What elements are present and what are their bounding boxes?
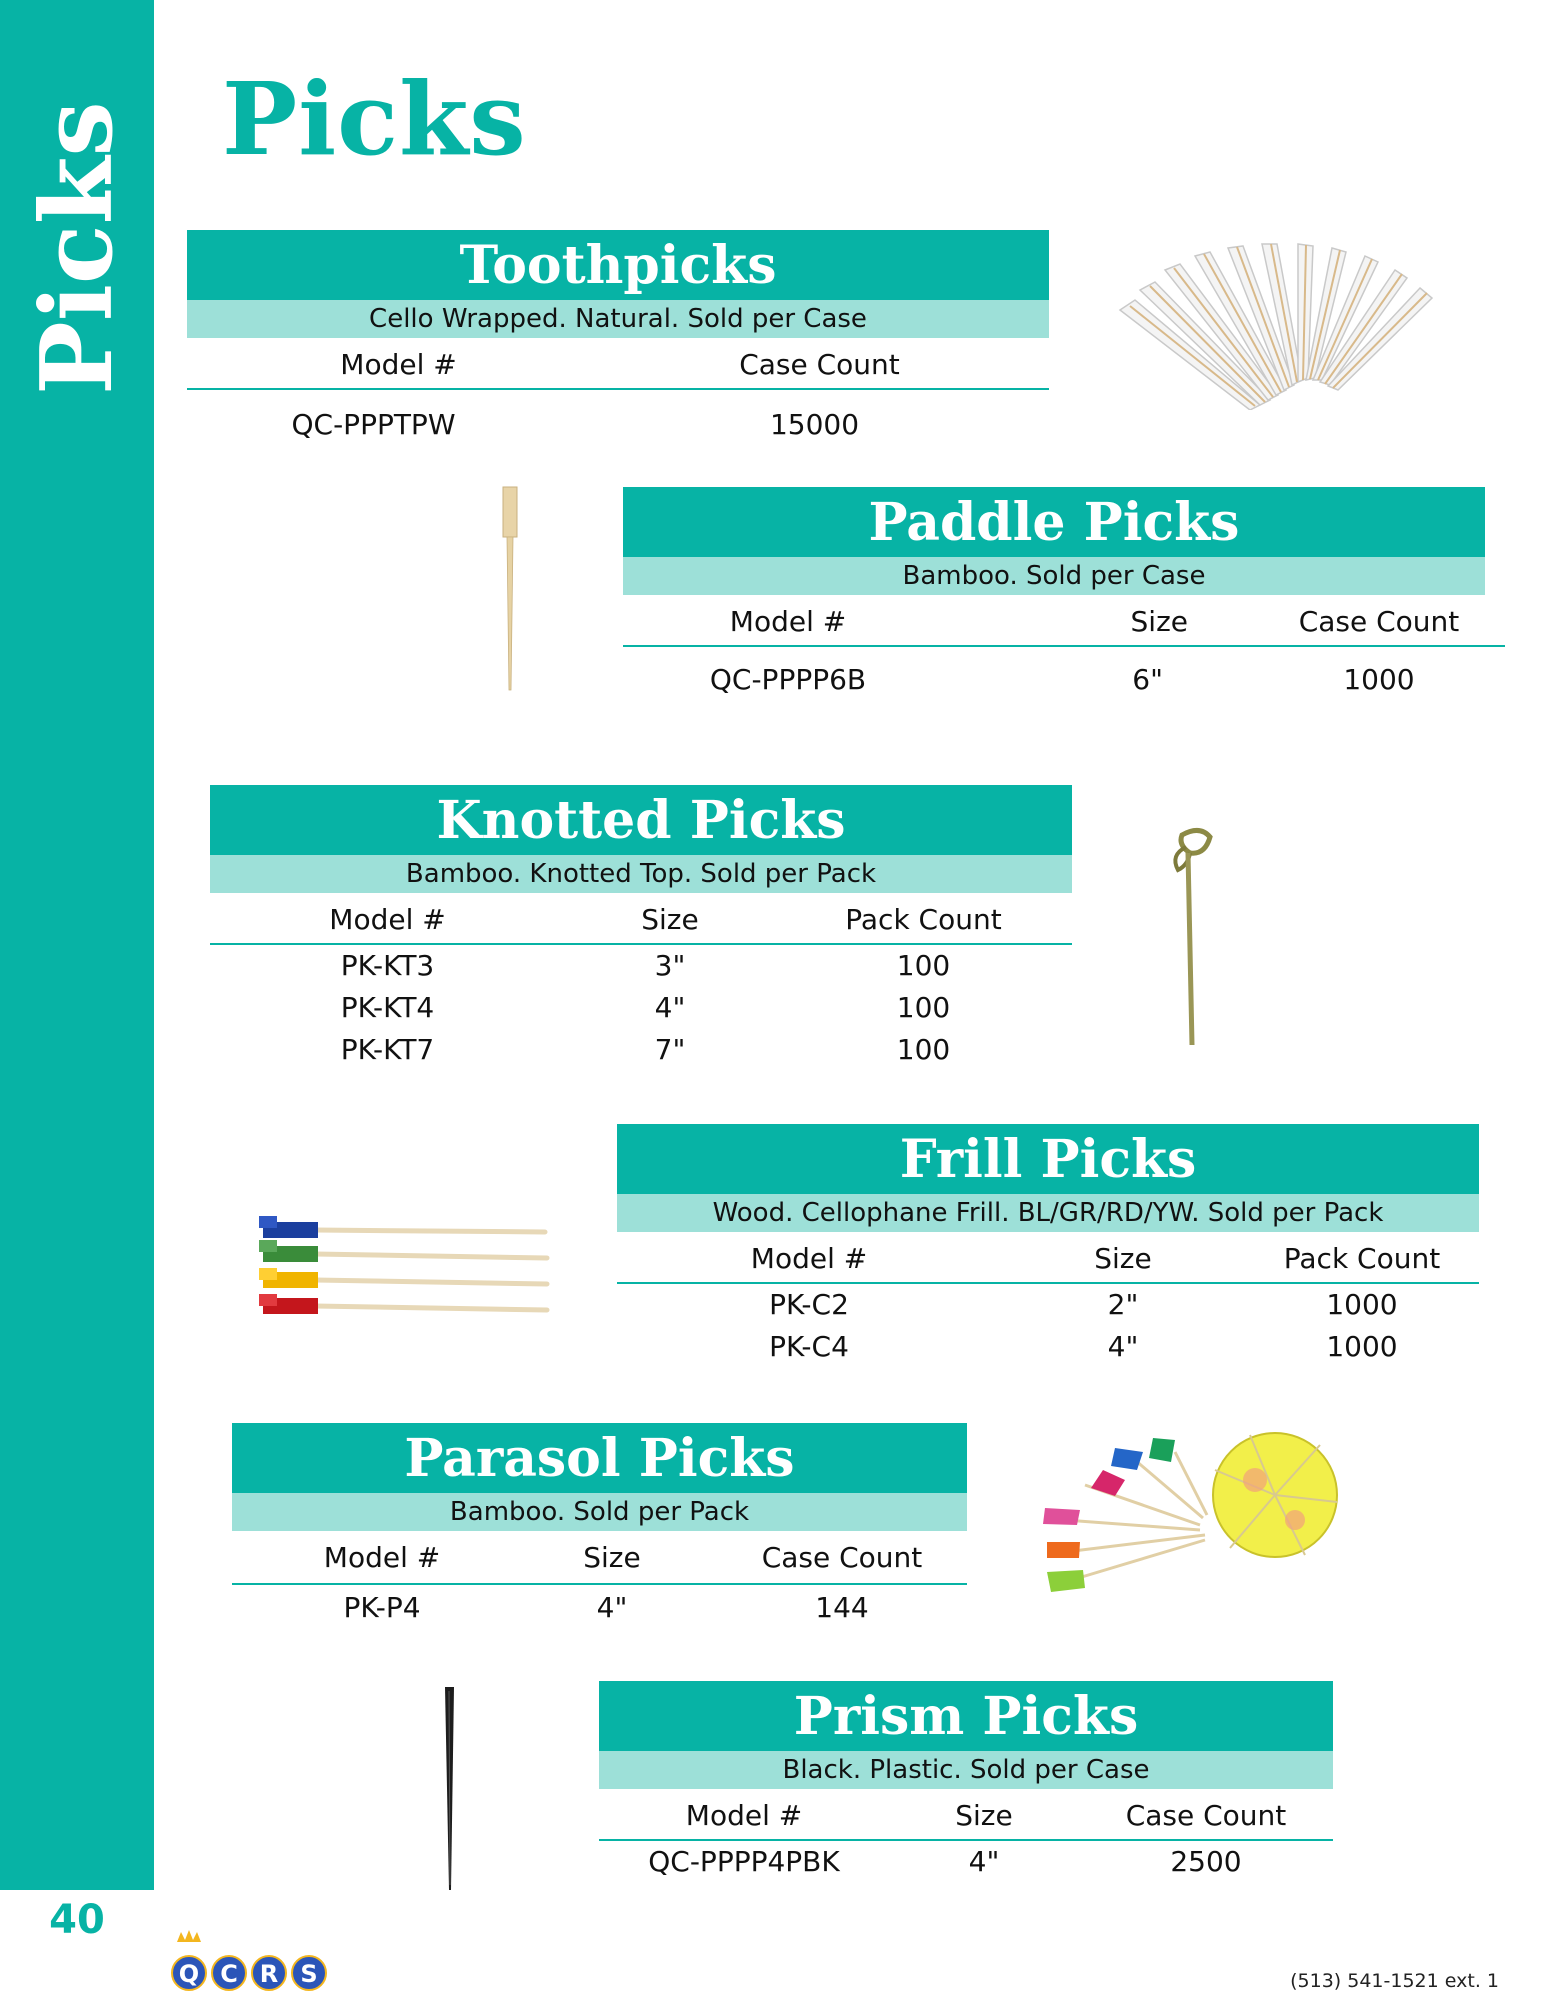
table-cell: 1000 — [1326, 1330, 1398, 1363]
column-header: Pack Count — [775, 893, 1072, 945]
qcrs-logo — [163, 1930, 333, 2000]
table-cell: 100 — [896, 949, 951, 982]
column-header: Model # — [599, 1789, 889, 1841]
section-title: Frill Picks — [617, 1124, 1479, 1194]
section-subtitle: Bamboo. Sold per Pack — [232, 1493, 967, 1531]
table-cell: 144 — [815, 1591, 869, 1624]
toothpicks-image — [1110, 240, 1450, 410]
column-header: Pack Count — [1245, 1232, 1479, 1284]
spec-table — [623, 595, 1505, 707]
section-subtitle: Bamboo. Knotted Top. Sold per Pack — [210, 855, 1072, 893]
section-title: Knotted Picks — [210, 785, 1072, 855]
svg-text:S: S — [300, 1960, 318, 1988]
column-header: Model # — [617, 1232, 1001, 1284]
column-header: Case Count — [1079, 1789, 1333, 1841]
section-toothpicks — [187, 230, 1049, 460]
table-cell: PK-KT4 — [340, 991, 435, 1024]
table-cell: 4" — [654, 991, 686, 1024]
crown-icon — [177, 1930, 201, 1942]
spec-table — [599, 1789, 1333, 1883]
column-header: Model # — [210, 893, 565, 945]
section-paddle-picks — [623, 487, 1485, 707]
table-cell: 2" — [1107, 1288, 1139, 1321]
column-header: Size — [583, 1541, 641, 1574]
section-prism-picks — [599, 1681, 1333, 1883]
column-header: Case Count — [1243, 595, 1505, 647]
spec-table-body — [232, 1531, 967, 1624]
table-cell: 2500 — [1170, 1845, 1242, 1878]
table-cell: QC-PPPP6B — [709, 663, 867, 696]
footer-phone: (513) 541-1521 ext. 1 — [1290, 1970, 1499, 1992]
paddle-pick-image — [495, 485, 525, 695]
qcrs-logo-graphic — [163, 1930, 333, 2000]
section-subtitle: Bamboo. Sold per Case — [623, 557, 1485, 595]
svg-text:C: C — [220, 1960, 238, 1988]
sidebar-title-vertical — [6, 105, 146, 405]
sidebar — [0, 0, 154, 1890]
table-cell: PK-KT3 — [340, 949, 435, 982]
table-cell: 100 — [896, 1033, 951, 1066]
page-number: 40 — [49, 1897, 105, 1943]
table-cell: PK-C2 — [769, 1288, 849, 1321]
table-cell: PK-C4 — [769, 1330, 849, 1363]
section-title: Toothpicks — [187, 230, 1049, 300]
column-header: Size — [953, 595, 1243, 647]
table-cell: 1000 — [1343, 663, 1415, 696]
parasol-picks-image — [1025, 1430, 1355, 1615]
table-cell: PK-KT7 — [340, 1033, 435, 1066]
column-header: Model # — [623, 595, 953, 647]
table-cell: 7" — [654, 1033, 686, 1066]
table-cell: 1000 — [1326, 1288, 1398, 1321]
table-cell: 4" — [968, 1845, 1000, 1878]
column-header: Model # — [323, 1541, 441, 1574]
section-title: Paddle Picks — [623, 487, 1485, 557]
column-header: Case Count — [680, 338, 1049, 390]
spec-table — [210, 893, 1072, 1071]
section-frill-picks — [617, 1124, 1479, 1368]
prism-pick-image — [440, 1685, 460, 1895]
table-cell: QC-PPPTPW — [291, 408, 456, 441]
spec-table — [187, 338, 1049, 460]
column-header: Case Count — [761, 1541, 923, 1574]
table-cell: 100 — [896, 991, 951, 1024]
section-subtitle: Wood. Cellophane Frill. BL/GR/RD/YW. Sold per Pack — [617, 1194, 1479, 1232]
page-title: Picks — [222, 60, 527, 178]
table-cell: 15000 — [769, 408, 860, 441]
section-subtitle: Cello Wrapped. Natural. Sold per Case — [187, 300, 1049, 338]
section-title: Prism Picks — [599, 1681, 1333, 1751]
table-cell: 3" — [654, 949, 686, 982]
column-header: Size — [889, 1789, 1079, 1841]
section-knotted-picks — [210, 785, 1072, 1071]
section-title: Parasol Picks — [232, 1423, 967, 1493]
knotted-pick-image — [1160, 825, 1230, 1050]
table-cell: PK-P4 — [343, 1591, 421, 1624]
svg-text:Q: Q — [178, 1960, 200, 1988]
column-header: Size — [565, 893, 775, 945]
svg-text:Picks: Picks — [20, 105, 135, 395]
svg-text:R: R — [259, 1960, 279, 1988]
table-cell: 6" — [1132, 663, 1163, 696]
frill-picks-image — [255, 1210, 555, 1315]
section-subtitle: Black. Plastic. Sold per Case — [599, 1751, 1333, 1789]
section-parasol-picks — [232, 1423, 967, 1624]
table-cell: 4" — [596, 1591, 628, 1624]
sidebar-title — [6, 105, 146, 405]
column-header: Model # — [187, 338, 680, 390]
table-cell: QC-PPPP4PBK — [648, 1845, 840, 1878]
column-header: Size — [1001, 1232, 1245, 1284]
spec-table — [617, 1232, 1479, 1368]
table-cell: 4" — [1107, 1330, 1139, 1363]
